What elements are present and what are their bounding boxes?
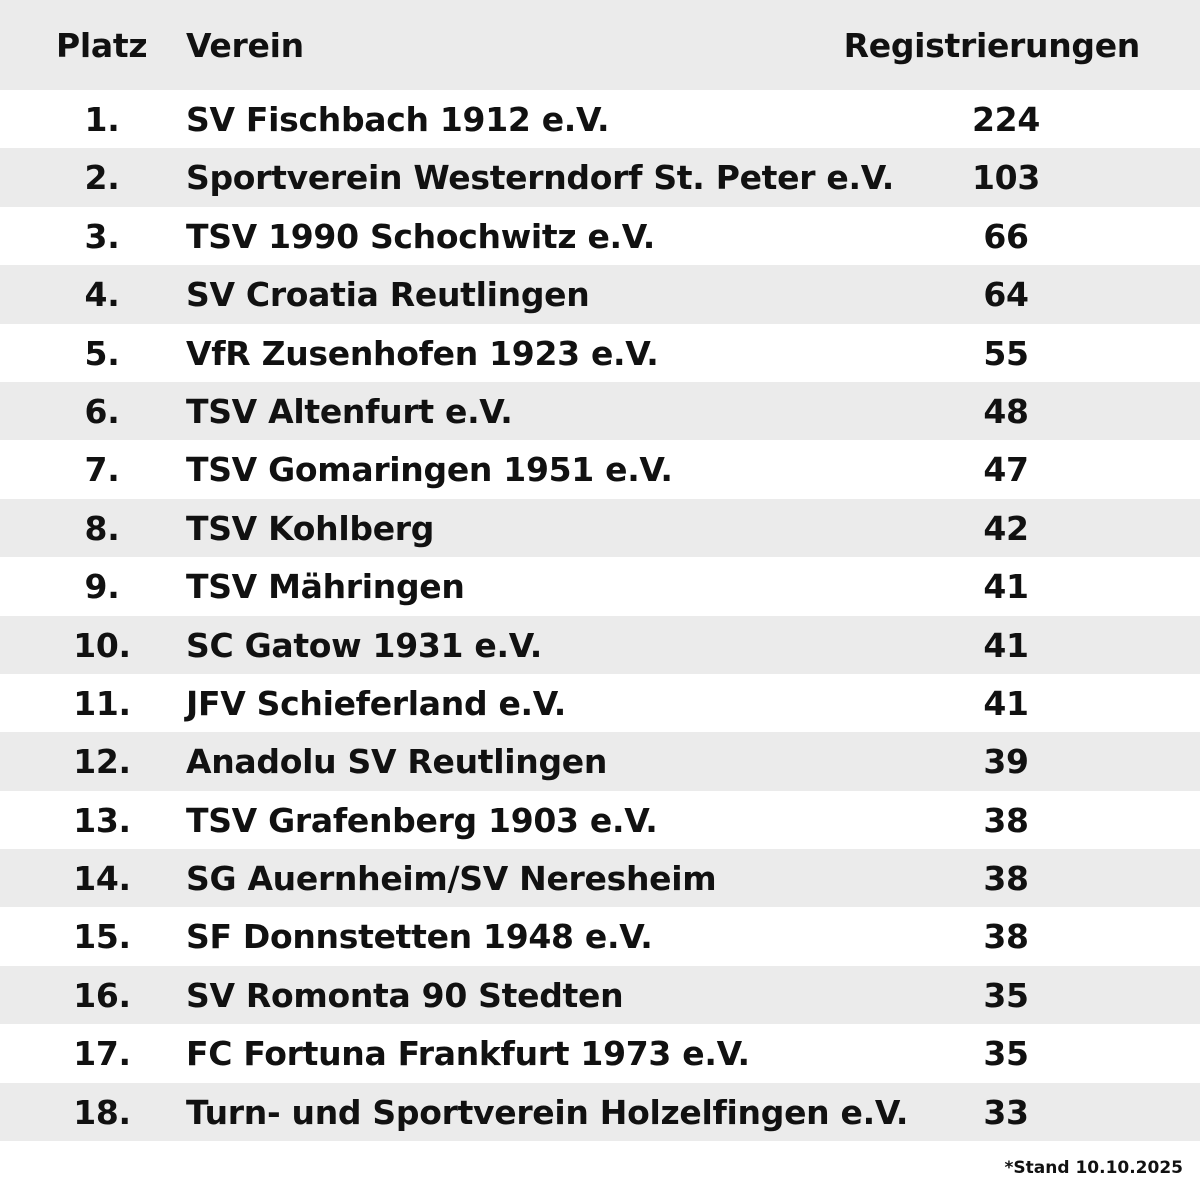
header-rank: Platz [56, 26, 148, 65]
registrations-cell: 41 [983, 683, 1029, 723]
club-cell: JFV Schieferland e.V. [186, 683, 567, 723]
registrations-cell: 224 [972, 100, 1040, 139]
rank-cell: 9. [84, 567, 120, 607]
table-row [0, 966, 1200, 1024]
table-row [0, 791, 1200, 849]
registrations-cell: 41 [983, 567, 1029, 607]
club-cell: TSV Altenfurt e.V. [186, 391, 513, 431]
header-club: Verein [186, 26, 304, 65]
registrations-cell: 64 [983, 275, 1029, 315]
rank-cell: 8. [84, 508, 120, 548]
registrations-cell: 38 [983, 859, 1029, 899]
rank-cell: 3. [84, 216, 120, 256]
rank-cell: 14. [73, 859, 131, 899]
table-body [0, 90, 1200, 1141]
rank-cell: 15. [73, 917, 131, 957]
table-row [0, 382, 1200, 440]
club-cell: FC Fortuna Frankfurt 1973 e.V. [186, 1034, 750, 1074]
club-cell: TSV Grafenberg 1903 e.V. [186, 800, 658, 840]
table-row [0, 499, 1200, 557]
club-cell: VfR Zusenhofen 1923 e.V. [186, 333, 659, 373]
header-registrations: Registrierungen [843, 26, 1140, 65]
rank-cell: 5. [84, 333, 120, 373]
registrations-cell: 103 [972, 158, 1040, 198]
club-cell: SG Auernheim/SV Neresheim [186, 859, 717, 899]
registrations-cell: 35 [983, 975, 1029, 1015]
registrations-cell: 33 [983, 1092, 1029, 1132]
table-row [0, 849, 1200, 907]
club-cell: TSV 1990 Schochwitz e.V. [186, 216, 655, 256]
table-row [0, 207, 1200, 265]
rank-cell: 10. [73, 625, 131, 665]
registrations-cell: 38 [983, 800, 1029, 840]
table-row [0, 616, 1200, 674]
rank-cell: 17. [73, 1034, 131, 1074]
rank-cell: 12. [73, 742, 131, 782]
registrations-cell: 41 [983, 625, 1029, 665]
registrations-cell: 66 [983, 216, 1029, 256]
rank-cell: 1. [84, 100, 120, 139]
table-row [0, 1024, 1200, 1082]
club-cell: TSV Gomaringen 1951 e.V. [186, 450, 673, 490]
club-cell: Anadolu SV Reutlingen [186, 742, 608, 782]
table-row [0, 324, 1200, 382]
club-cell: TSV Mähringen [186, 567, 465, 607]
rank-cell: 13. [73, 800, 131, 840]
registrations-cell: 39 [983, 742, 1029, 782]
table-row [0, 148, 1200, 206]
club-cell: SC Gatow 1931 e.V. [186, 625, 542, 665]
table-row [0, 90, 1200, 148]
table-row [0, 440, 1200, 498]
rank-cell: 16. [73, 975, 131, 1015]
club-cell: SV Croatia Reutlingen [186, 275, 590, 315]
table-row [0, 732, 1200, 790]
registrations-cell: 48 [983, 391, 1029, 431]
rank-cell: 6. [84, 391, 120, 431]
club-cell: Sportverein Westerndorf St. Peter e.V. [186, 158, 894, 198]
club-cell: SF Donnstetten 1948 e.V. [186, 917, 653, 957]
registrations-cell: 55 [983, 333, 1029, 373]
table-row [0, 1083, 1200, 1141]
rank-cell: 4. [84, 275, 120, 315]
table-row [0, 674, 1200, 732]
club-cell: Turn- und Sportverein Holzelfingen e.V. [186, 1092, 909, 1132]
rank-cell: 2. [84, 158, 120, 198]
registrations-cell: 35 [983, 1034, 1029, 1074]
registrations-cell: 42 [983, 508, 1029, 548]
registrations-cell: 47 [983, 450, 1029, 490]
club-cell: SV Fischbach 1912 e.V. [186, 100, 610, 139]
rank-cell: 7. [84, 450, 120, 490]
club-cell: TSV Kohlberg [186, 508, 435, 548]
rank-cell: 18. [73, 1092, 131, 1132]
table-row [0, 907, 1200, 965]
table-header [0, 0, 1200, 90]
club-cell: SV Romonta 90 Stedten [186, 975, 624, 1015]
rank-cell: 11. [73, 683, 131, 723]
footnote: *Stand 10.10.2025 [1004, 1158, 1183, 1178]
registrations-cell: 38 [983, 917, 1029, 957]
table-row [0, 557, 1200, 615]
table-row [0, 265, 1200, 323]
